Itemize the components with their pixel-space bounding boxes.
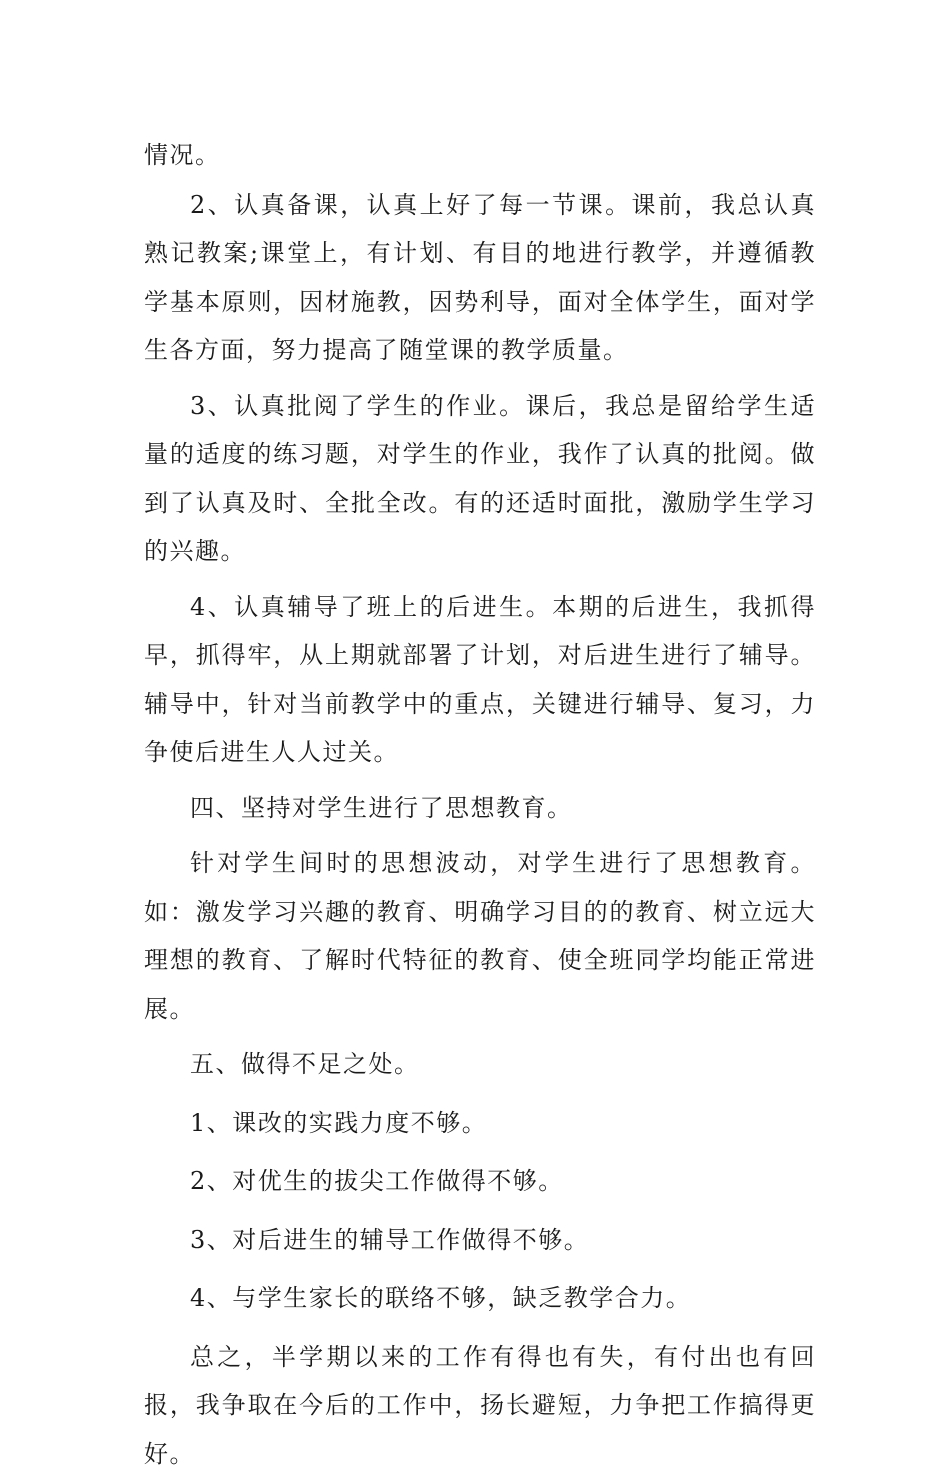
list-item-shortcoming-4: 4、与学生家长的联络不够，缺乏教学合力。: [190, 1284, 692, 1312]
list-item-shortcoming-1: 1、课改的实践力度不够。: [190, 1108, 488, 1137]
list-item-shortcoming-3: 3、对后进生的辅导工作做得不够。: [190, 1225, 590, 1254]
list-item-shortcoming-2: 2、对优生的拔尖工作做得不够。: [190, 1167, 564, 1195]
paragraph-tutoring: 4、认真辅导了班上的后进生。本期的后进生，我抓得早，抓得牢，从上期就部署了计划，对后进生进行了辅导。辅导中，针对当前教学中的重点，关键进行辅导、复习，力争使后进生人人过关。: [144, 592, 816, 766]
paragraph-homework-marking: 3、认真批阅了学生的作业。课后，我总是留给学生适量的适度的练习题，对学生的作业，我作了认真的批阅。做到了认真及时、全批全改。有的还适时面批，激励学生学习的兴趣。: [144, 391, 816, 565]
section-heading-shortcomings: 五、做得不足之处。: [190, 1050, 420, 1078]
section-heading-ideological-education: 四、坚持对学生进行了思想教育。: [190, 793, 573, 822]
paragraph-lesson-preparation: 2、认真备课，认真上好了每一节课。课前，我总认真熟记教案;课堂上，有计划、有目的地进行教学，并遵循教学基本原则，因材施教，因势利导，面对全体学生，面对学生各方面，努力提高了随堂课的教学质量。: [144, 190, 816, 364]
paragraph-conclusion: 总之，半学期以来的工作有得也有失，有付出也有回报，我争取在今后的工作中，扬长避短，力争把工作搞得更好。: [144, 1342, 816, 1468]
paragraph-continuation: 情况。: [144, 141, 221, 169]
paragraph-ideological-education: 针对学生间时的思想波动，对学生进行了思想教育。如：激发学习兴趣的教育、明确学习目的的教育、树立远大理想的教育、了解时代特征的教育、使全班同学均能正常进展。: [144, 849, 816, 1023]
document-body: [144, 131, 816, 1480]
